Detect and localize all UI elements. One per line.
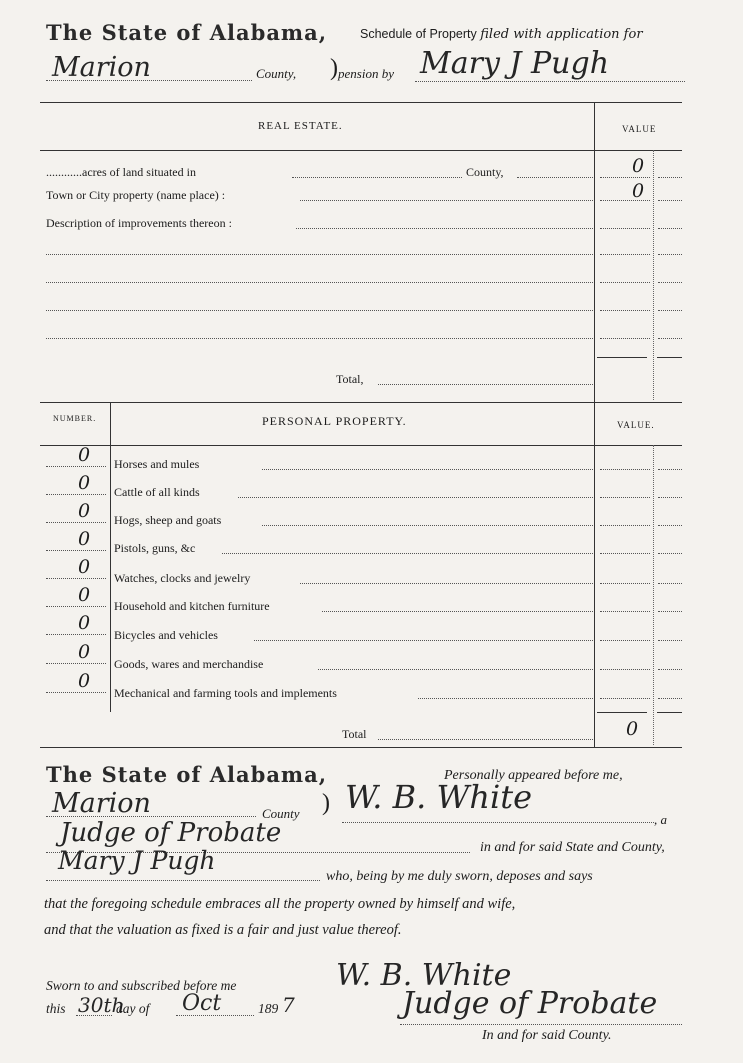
improvements-label: Description of improvements thereon : [46,216,232,230]
number-header: NUMBER. [53,414,97,423]
county-label: County, [256,66,297,81]
item-label: Bicycles and vehicles [114,628,218,642]
year-suffix-handwritten: 7 [282,993,295,1017]
schedule-text-italic: filed with application for [480,27,643,42]
personal-total-label: Total [342,727,367,741]
affidavit-bracket: ) [322,790,330,816]
town-label: Town or City property (name place) : [46,188,226,202]
day-of-label: day of [116,1001,150,1016]
affidavit-county-label: County [262,806,300,821]
item-label: Pistols, guns, &c [114,541,196,555]
bracket: ) [330,55,338,81]
acres-row [46,165,196,180]
item-label: Horses and mules [114,457,200,471]
county-name-handwritten: Marion [52,52,151,83]
item-number: 0 [78,670,91,692]
item-label: Mechanical and farming tools and implements [114,686,337,700]
item-number: 0 [78,500,91,522]
official-signature-handwritten: W. B. White [345,778,533,816]
a-label: , a [654,812,667,827]
real-estate-heading: REAL ESTATE. [258,120,343,132]
personal-property-heading: PERSONAL PROPERTY. [262,414,407,428]
item-label: Hogs, sheep and goats [114,513,222,527]
in-and-for-county-text: In and for said County. [482,1028,612,1043]
state-title: The State of Alabama, [46,20,328,45]
month-value-handwritten: Oct [182,991,222,1016]
real-estate-value-header: VALUE [622,124,657,134]
acres-value: 0 [632,155,645,177]
acres-county-label: County, [466,165,504,179]
applicant-name-handwritten: Mary J Pugh [420,46,610,81]
day-value-handwritten: 30th [78,993,125,1017]
jurat-signature-handwritten: W. B. White [336,958,512,993]
item-number: 0 [78,472,91,494]
official-title-handwritten: Judge of Probate [60,818,282,848]
affidavit-line-3: and that the valuation as fixed is a fair and just value thereof. [44,922,402,938]
schedule-text [360,27,643,42]
sworn-to-text: Sworn to and subscribed before me [46,978,237,993]
affidavit-line-2: that the foregoing schedule embraces all the property owned by himself and wife, [44,896,516,912]
personal-total-value: 0 [626,718,639,740]
acres-prefix: ............acres of land situated in [46,165,196,179]
item-number: 0 [78,584,91,606]
this-label: this [46,1001,66,1016]
item-label: Goods, wares and merchandise [114,657,264,671]
personally-appeared-text: Personally appeared before me, [444,768,623,783]
item-number: 0 [78,444,91,466]
jurat-title-handwritten: Judge of Probate [402,986,658,1021]
schedule-text-plain: Schedule of Property [360,27,477,41]
affidavit-state-title: The State of Alabama, [46,762,328,787]
personal-value-header: VALUE. [617,420,655,430]
item-number: 0 [78,641,91,663]
item-label: Household and kitchen furniture [114,599,270,613]
item-number: 0 [78,528,91,550]
item-label: Watches, clocks and jewelry [114,571,251,585]
item-number: 0 [78,612,91,634]
real-estate-total-label: Total, [336,372,364,386]
affidavit-applicant-handwritten: Mary J Pugh [58,846,216,875]
year-prefix: 189 [258,1001,279,1016]
affidavit-county-handwritten: Marion [52,788,151,819]
item-number: 0 [78,556,91,578]
sworn-text: who, being by me duly sworn, deposes and says [326,869,593,884]
town-value: 0 [632,180,645,202]
in-and-for-text: in and for said State and County, [480,840,665,855]
pension-by-label: pension by [338,66,394,81]
item-label: Cattle of all kinds [114,485,200,499]
